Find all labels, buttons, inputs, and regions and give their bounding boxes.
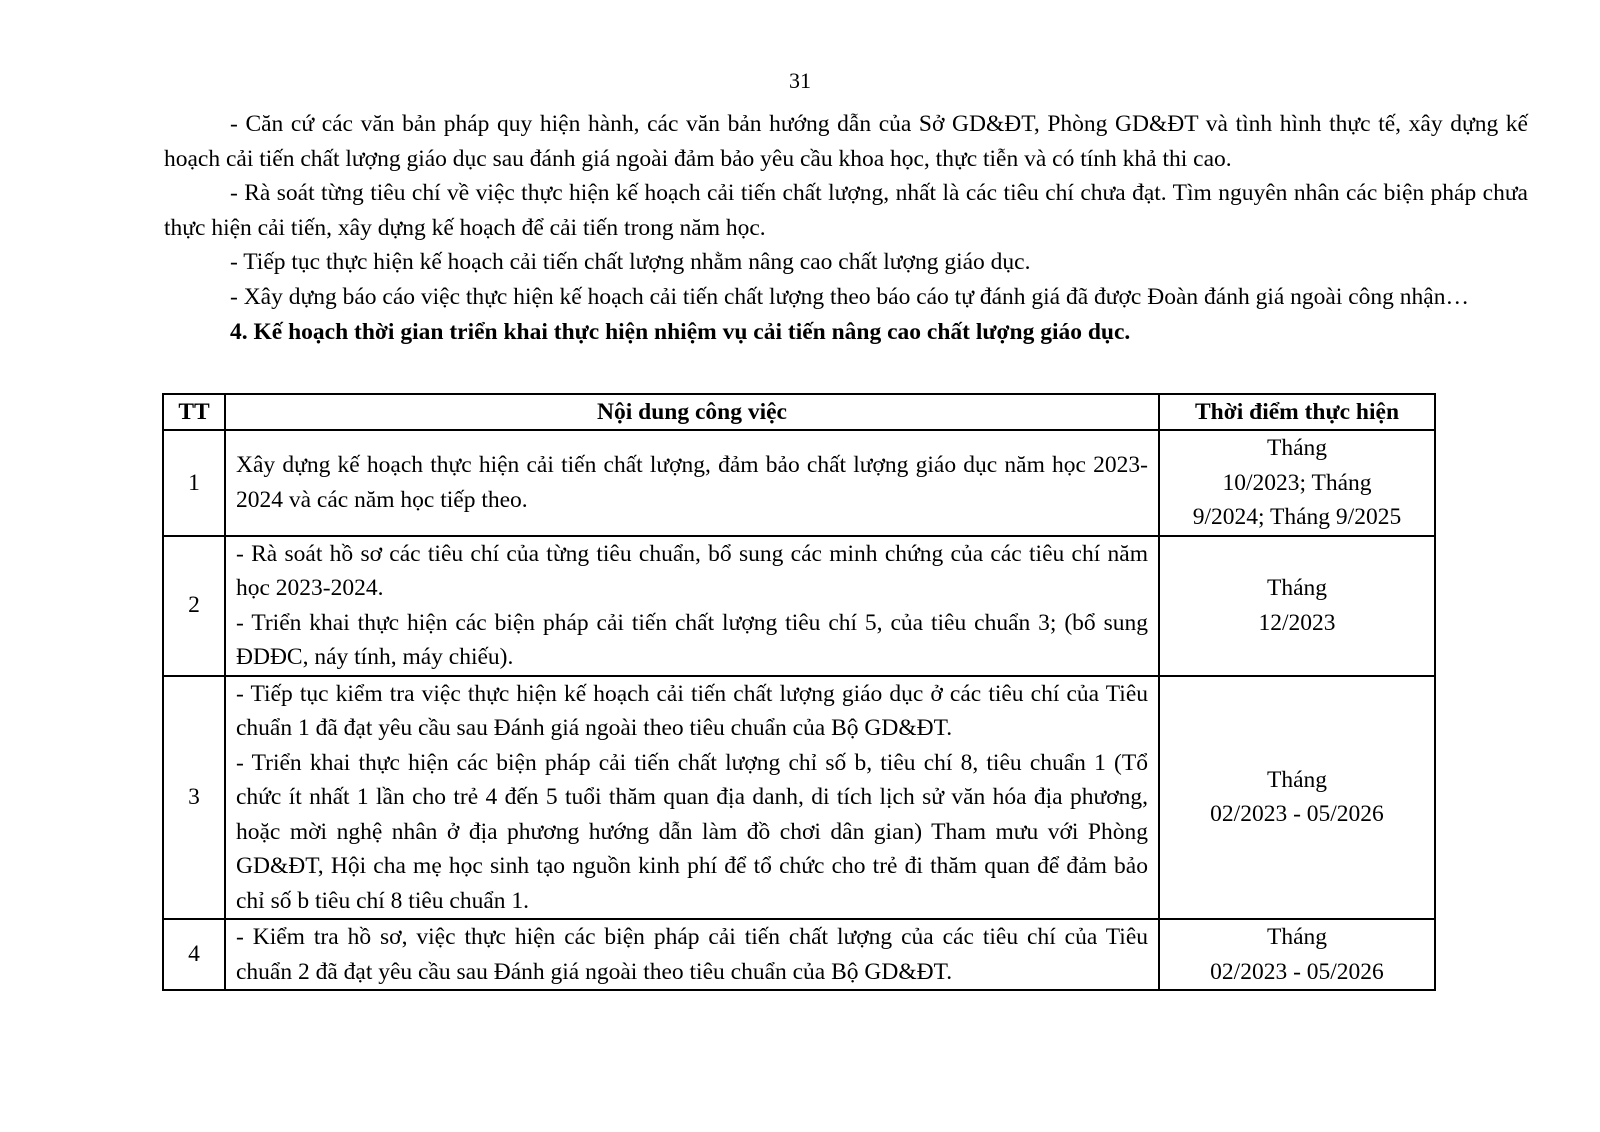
paragraph-continue-plan: - Tiếp tục thực hiện kế hoạch cải tiến chất lượng nhằm nâng cao chất lượng giáo dục. xyxy=(230,249,1031,275)
time-line: 12/2023 xyxy=(1258,609,1336,636)
row-number: 1 xyxy=(163,430,225,536)
row-content xyxy=(225,536,1159,676)
row-number: 4 xyxy=(163,919,225,990)
row-time xyxy=(1159,536,1435,676)
header-content: Nội dung công việc xyxy=(225,394,1159,430)
row-time xyxy=(1159,919,1435,990)
time-line: Tháng xyxy=(1266,924,1328,950)
content-line: - Tiếp tục kiểm tra việc thực hiện kế hoạch cải tiến chất lượng giáo dục ở các tiêu chí của Tiêu chuẩn 1 đã đạt yêu cầu sau Đánh giá ngoài theo tiêu chuẩn của Bộ GD&ĐT. xyxy=(236,680,1148,741)
content-line: - Triển khai thực hiện các biện pháp cải tiến chất lượng chỉ số b, tiêu chí 8, tiêu chuẩn 1 (Tổ chức ít nhất 1 lần cho trẻ 4 đến 5 tuổi thăm quan địa danh, di tích lịch sử văn hóa địa phương, hoặc mời nghệ nhân ở địa phương hướng dẫn làm đồ chơi dân gian) Tham mưu với Phòng GD&ĐT, Hội cha mẹ học sinh tạo nguồn kinh phí để tổ chức cho trẻ đi thăm quan để đảm bảo chỉ số b tiêu chí 8 tiêu chuẩn 1. xyxy=(236,749,1148,914)
table-row xyxy=(163,430,1435,536)
row-content xyxy=(225,676,1159,920)
row-number: 3 xyxy=(163,676,225,920)
time-line: 10/2023; Tháng xyxy=(1222,469,1372,496)
paragraph-legal-basis: - Căn cứ các văn bản pháp quy hiện hành, các văn bản hướng dẫn của Sở GD&ĐT, Phòng GD&ĐT và tình hình thực tế, xây dựng kế hoạch cải tiến chất lượng giáo dục sau đánh giá ngoài đảm bảo yêu cầu khoa học, thực tiễn và có tính khả thi cao. xyxy=(164,111,1528,172)
time-line: 9/2024; Tháng 9/2025 xyxy=(1192,504,1402,530)
content-line: Xây dựng kế hoạch thực hiện cải tiến chất lượng, đảm bảo chất lượng giáo dục năm học 2023-2024 và các năm học tiếp theo. xyxy=(236,452,1148,513)
table-row xyxy=(163,536,1435,676)
implementation-schedule-table xyxy=(162,393,1436,991)
time-line: Tháng xyxy=(1266,766,1328,793)
time-line: Tháng xyxy=(1266,575,1328,601)
row-number: 2 xyxy=(163,536,225,676)
document-body xyxy=(164,107,1528,350)
content-line: - Rà soát hồ sơ các tiêu chí của từng tiêu chuẩn, bổ sung các minh chứng của các tiêu chí năm học 2023-2024. xyxy=(236,540,1148,601)
paragraph-review-criteria: - Rà soát từng tiêu chí về việc thực hiện kế hoạch cải tiến chất lượng, nhất là các tiêu chí chưa đạt. Tìm nguyên nhân các biện pháp chưa thực hiện cải tiến, xây dựng kế hoạch để cải tiến trong năm học. xyxy=(164,180,1528,241)
time-line: 02/2023 - 05/2026 xyxy=(1210,801,1384,828)
row-content xyxy=(225,430,1159,536)
row-time xyxy=(1159,676,1435,920)
time-line: Tháng xyxy=(1266,435,1328,461)
header-tt: TT xyxy=(163,394,225,430)
content-line: - Kiểm tra hồ sơ, việc thực hiện các biện pháp cải tiến chất lượng của các tiêu chí của Tiêu chuẩn 2 đã đạt yêu cầu sau Đánh giá ngoài theo tiêu chuẩn của Bộ GD&ĐT. xyxy=(236,924,1148,985)
paragraph-build-report: - Xây dựng báo cáo việc thực hiện kế hoạch cải tiến chất lượng theo báo cáo tự đánh giá đã được Đoàn đánh giá ngoài công nhận… xyxy=(230,283,1469,310)
time-line: 02/2023 - 05/2026 xyxy=(1210,958,1384,985)
section-heading: 4. Kế hoạch thời gian triển khai thực hiện nhiệm vụ cải tiến nâng cao chất lượng giáo dục. xyxy=(230,319,1131,345)
row-time xyxy=(1159,430,1435,536)
page-number: 31 xyxy=(789,68,811,93)
row-content xyxy=(225,919,1159,990)
table-row xyxy=(163,919,1435,990)
table-row xyxy=(163,676,1435,920)
table-header-row xyxy=(163,394,1435,430)
content-line: - Triển khai thực hiện các biện pháp cải tiến chất lượng tiêu chí 5, của tiêu chuẩn 3; (bổ sung ĐDĐC, náy tính, máy chiếu). xyxy=(236,609,1148,670)
header-time: Thời điểm thực hiện xyxy=(1159,394,1435,430)
